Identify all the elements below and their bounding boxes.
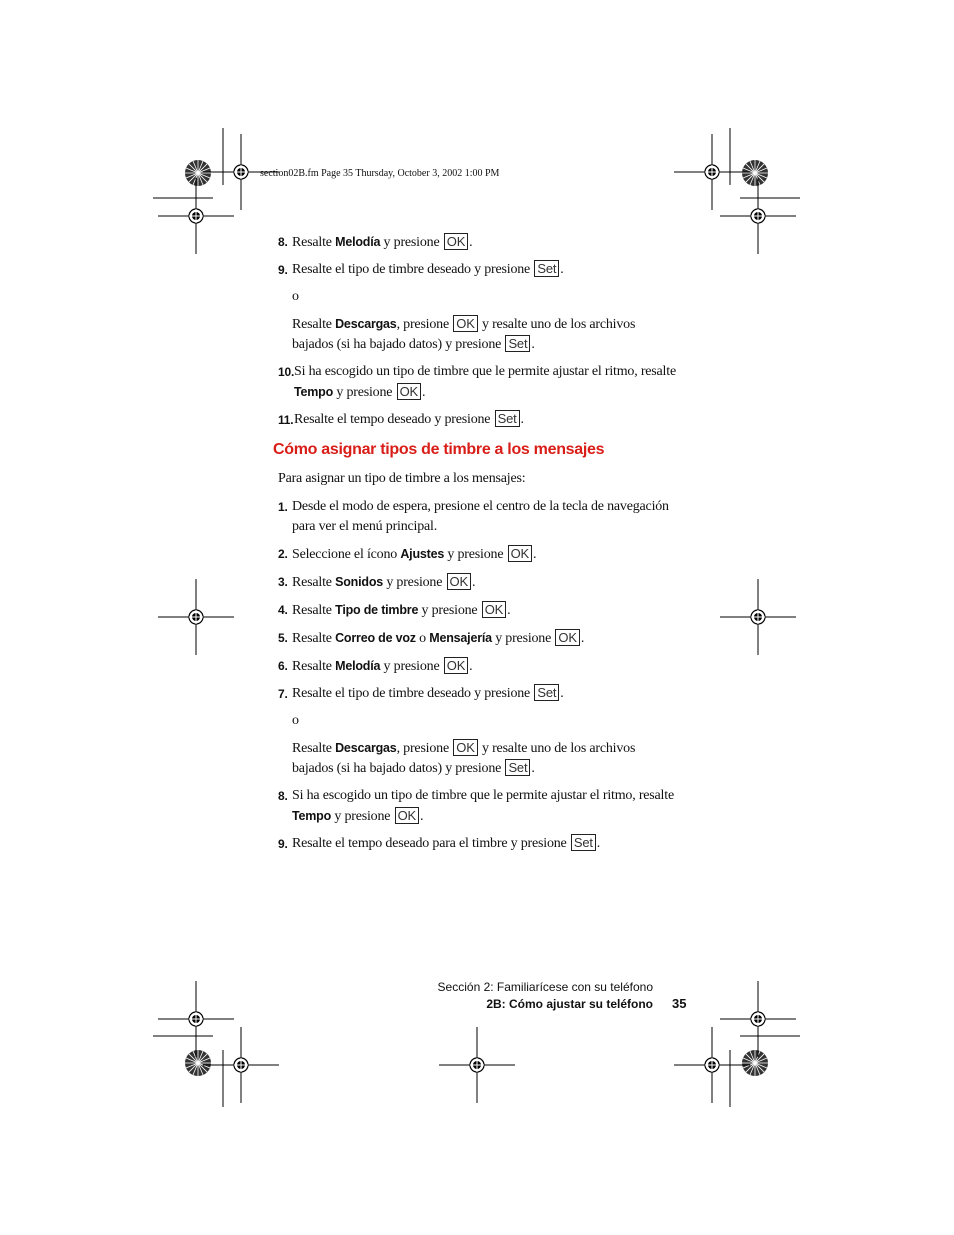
set-key: Set (495, 410, 520, 427)
step-number: 6. (278, 659, 288, 673)
step-1: 1. Desde el modo de espera, presione el centro de la tecla de navegación para ver el menú principal. (278, 499, 669, 534)
ok-key: OK (555, 629, 579, 646)
step-number: 4. (278, 603, 288, 617)
set-key: Set (505, 759, 530, 776)
step-9: 9. Resalte el tempo deseado para el timbre y presione Set . (278, 834, 678, 854)
menu-term: Mensajería (429, 631, 492, 645)
page-footer (438, 979, 653, 1013)
ok-key: OK (482, 601, 506, 618)
step-8: 8. Resalte Melodía y presione OK . (278, 234, 473, 250)
step-4: 4. Resalte Tipo de timbre y presione OK . (278, 602, 511, 618)
ok-key: OK (447, 573, 471, 590)
menu-term: Correo de voz (335, 631, 416, 645)
step-3: 3. Resalte Sonidos y presione OK . (278, 574, 476, 590)
footer-chapter: 2B: Cómo ajustar su teléfono (486, 997, 653, 1011)
menu-term: Tempo (292, 809, 332, 823)
or-separator: o (292, 713, 299, 728)
step-number: 9. (278, 837, 288, 851)
step-2: 2. Seleccione el ícono Ajustes y presione OK . (278, 546, 537, 562)
menu-term: Descargas (335, 317, 397, 331)
menu-term: Tempo (294, 385, 334, 399)
step-6: 6. Resalte Melodía y presione OK . (278, 658, 473, 674)
alternative-step: Resalte Descargas, presione OK y resalte uno de los archivos bajados (si ha bajado datos) y presione Set . (292, 740, 636, 776)
step-8: 8. Si ha escogido un tipo de timbre que le permite ajustar el ritmo, resalte Tempo y presione OK . (278, 788, 674, 824)
file-info-header: section02B.fm Page 35 Thursday, October 3, 2002 1:00 PM (260, 168, 500, 179)
step-number: 9. (278, 263, 288, 277)
alternative-step: Resalte Descargas, presione OK y resalte uno de los archivos bajados (si ha bajado datos) y presione Set . (292, 316, 636, 352)
ok-key: OK (397, 383, 421, 400)
set-key: Set (505, 335, 530, 352)
set-key: Set (534, 260, 559, 277)
step-number: 8. (278, 235, 288, 249)
step-9: 9. Resalte el tipo de timbre deseado y presione Set . (278, 260, 678, 280)
section-heading: Cómo asignar tipos de timbre a los mensajes (273, 441, 605, 458)
ok-key: OK (453, 315, 477, 332)
or-separator: o (292, 289, 299, 304)
step-number: 11. (278, 413, 294, 427)
ok-key: OK (395, 807, 419, 824)
footer-section: Sección 2: Familiarícese con su teléfono (437, 980, 653, 994)
menu-term: Sonidos (335, 575, 384, 589)
step-5: 5. Resalte Correo de voz o Mensajería y presione OK . (278, 630, 585, 646)
step-number: 5. (278, 631, 288, 645)
step-number: 3. (278, 575, 288, 589)
step-number: 8. (278, 789, 288, 803)
ok-key: OK (453, 739, 477, 756)
page-content (273, 232, 678, 861)
step-number: 2. (278, 547, 288, 561)
set-key: Set (571, 834, 596, 851)
menu-term: Melodía (335, 235, 381, 249)
intro-text: Para asignar un tipo de timbre a los mensajes: (278, 471, 526, 486)
menu-term: Melodía (335, 659, 381, 673)
page-number: 35 (672, 996, 687, 1011)
step-7: 7. Resalte el tipo de timbre deseado y presione Set . (278, 684, 678, 704)
menu-term: Ajustes (400, 547, 445, 561)
step-11: 11. Resalte el tempo deseado y presione Set . (278, 410, 678, 430)
step-number: 1. (278, 500, 288, 514)
menu-term: Descargas (335, 741, 397, 755)
step-number: 7. (278, 687, 288, 701)
set-key: Set (534, 684, 559, 701)
ok-key: OK (444, 657, 468, 674)
step-number: 10. (278, 365, 295, 379)
ok-key: OK (508, 545, 532, 562)
ok-key: OK (444, 233, 468, 250)
step-10: 10. Si ha escogido un tipo de timbre que le permite ajustar el ritmo, resalte Tempo y presione OK . (278, 364, 676, 400)
menu-term: Tipo de timbre (335, 603, 419, 617)
